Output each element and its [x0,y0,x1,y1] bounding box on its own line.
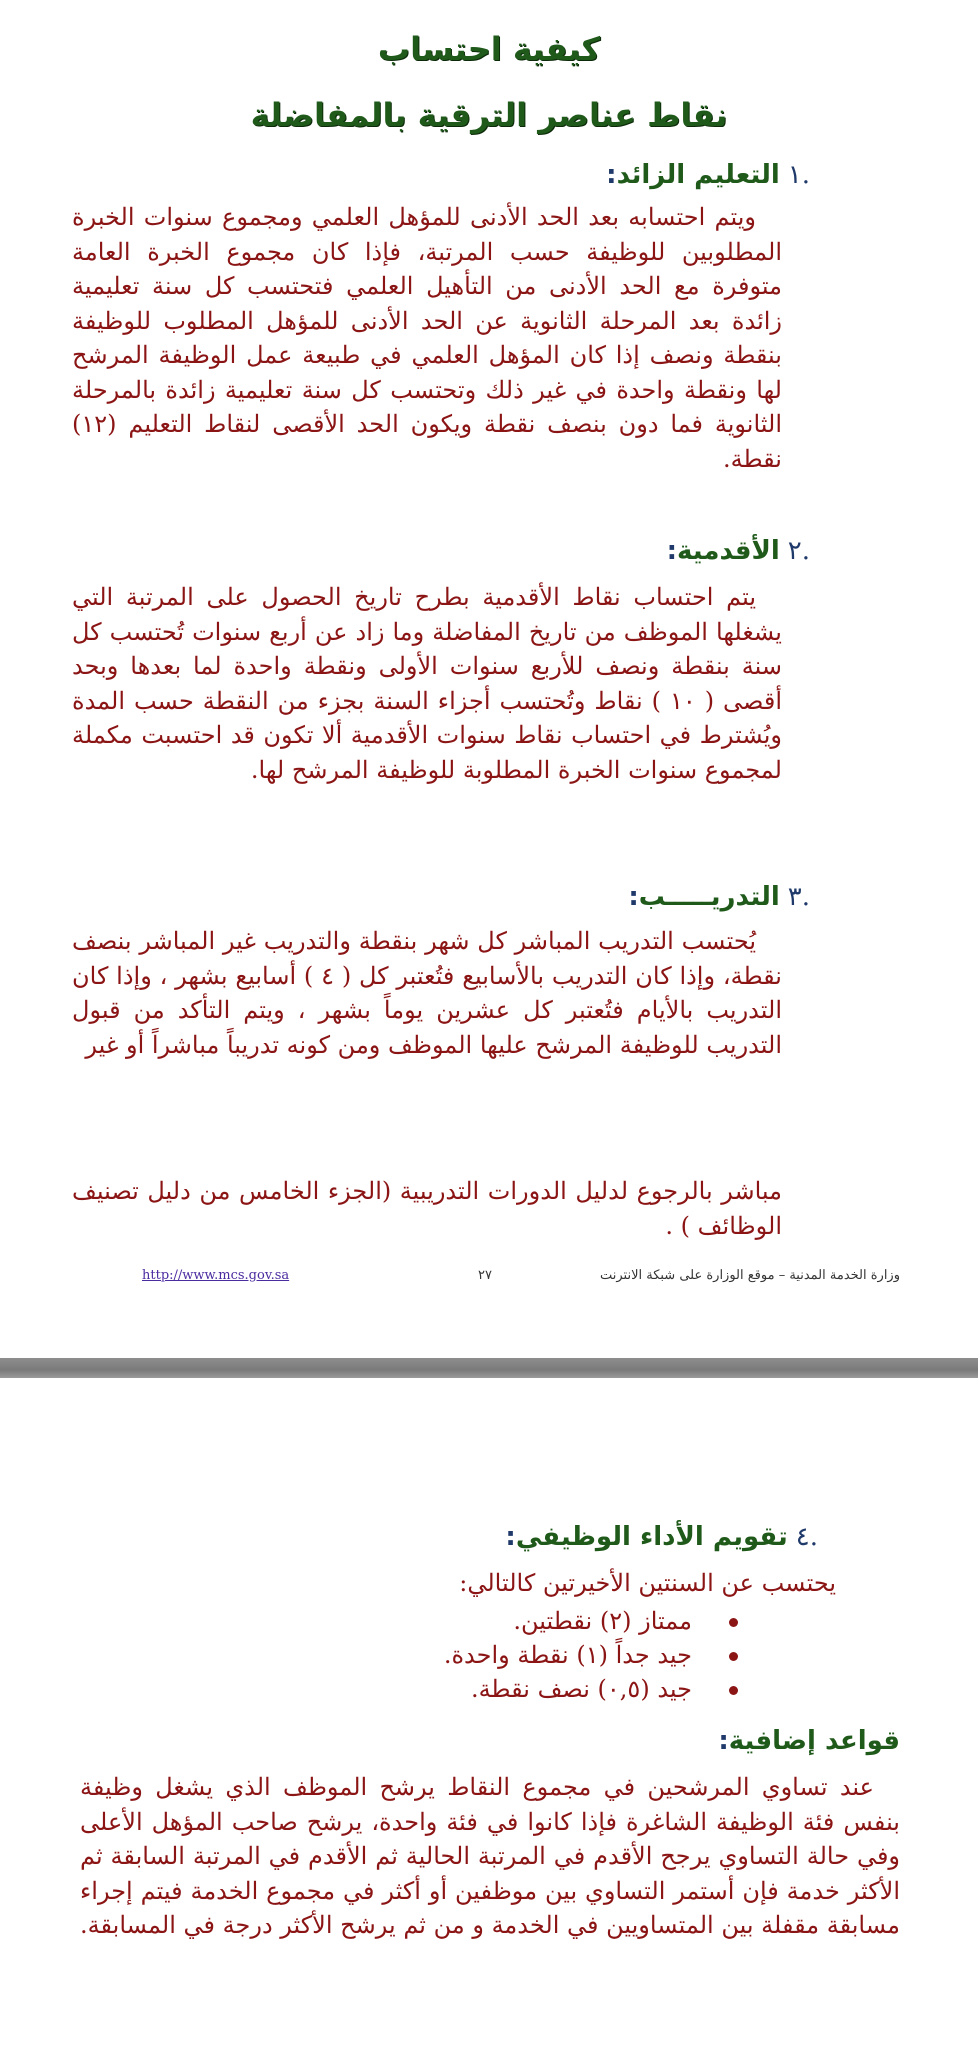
text-line: ٤ ) أسابيع بشهر ، وإذا كان التدريب بالأيام فتُعتبر كل [72,961,782,1024]
text-line: ونصف إذا كان المؤهل العلمي في طبيعة عمل الوظيفة [158,341,714,369]
page-title-line-1: كيفية احتساب [377,30,601,68]
text-line: مجموع الخبرة العامة متوفرة مع الحد الأدنى من التأهيل [72,237,782,300]
section-title: الأقدمية [676,536,780,566]
extra-rules-heading: قواعد إضافية: [718,1726,900,1756]
text-line: سنوات الخبرة المطلوبين للوظيفة حسب المرتبة، فإذا كان [72,203,782,266]
text-line: المرتبة الحالية ثم الأقدم في المرتبة السابقة ثم الأكثر خدمة فإن [80,1842,900,1905]
document-page-2 [0,1378,978,2048]
section-title: قواعد إضافية [728,1726,900,1756]
text-line: الحد الأقصى لنقاط التعليم (١٢) نقطة. [72,410,782,473]
text-line: أستمر التساوي بين موظفين أو أكثر في مجموع الخدمة فيتم إجراء [80,1876,735,1905]
text-line: الثانوية عن الحد الأدنى للمؤهل المطلوب للوظيفة بنقطة [72,306,782,369]
list-item-text: جيد (٠,٥) نصف نقطة. [470,1675,692,1703]
section-3-continuation [72,1174,782,1243]
list-item [444,1672,738,1706]
text-line: عشرين يوماً بشهر ، ويتم التأكد من قبول التدريب للوظيفة [72,996,782,1059]
text-line: أربع سنوات تُحتسب كل سنة بنقطة ونصف للأربع سنوات [72,617,782,680]
text-line: يشغل وظيفة بنفس فئة الوظيفة الشاغرة فإذا كانوا في فئة واحدة، [80,1773,900,1836]
section-3-heading: .٣التدريـــــب: [628,882,810,912]
evaluation-list [444,1604,738,1706]
text-line: يُحتسب التدريب المباشر كل شهر بنقطة والتدريب غير [222,927,756,955]
text-line: درجة في المسابقة. [80,1911,273,1939]
text-line: المرشح لها ونقطة واحدة في غير ذلك وتحتسب كل سنة [72,341,782,404]
text-line: احتسبت مكملة لمجموع سنوات الخبرة المطلوبة للوظيفة [72,721,782,784]
section-number: .٤ [795,1522,818,1552]
section-number: .١ [787,160,810,190]
page-divider [0,1358,978,1378]
section-3-body [72,924,782,1062]
text-line: الأولى ونقطة واحدة لما بعدها وبحد أقصى ( ١٠ ) نقاط [72,652,783,715]
list-item [444,1638,738,1672]
text-line: يرشح صاحب المؤهل الأعلى وفي حالة التساوي يرجح الأقدم في [80,1807,901,1870]
page-title-line-2: نقاط عناصر الترقية بالمفاضلة [250,96,728,134]
text-line: عند تساوي المرشحين في مجموع النقاط يرشح الموظف الذي [225,1773,874,1801]
text-line: ويتم احتسابه بعد الحد الأدنى للمؤهل العلمي ومجموع [222,203,756,231]
text-line: المرشح عليها الموظف ومن كونه تدريباً مباشراً أو غير [85,1030,613,1059]
text-line: يتم احتساب نقاط الأقدمية بطرح تاريخ الحصول على [206,583,756,611]
footer-website-link[interactable]: http://www.mcs.gov.sa [142,1268,290,1283]
section-2-body [72,580,782,787]
text-line: مسابقة مقفلة بين المتساويين في الخدمة و من ثم يرشح الأكثر [280,1911,900,1939]
section-title: التدريـــــب [638,882,780,912]
list-item-text: جيد جداً (١) نقطة واحدة. [443,1641,692,1669]
list-item-text: ممتاز (٢) نقطتين. [513,1607,692,1635]
text-line: المرشح لها. [250,755,369,784]
section-number: .٣ [787,882,810,912]
bullet-icon [729,1618,738,1627]
list-item [444,1604,738,1638]
section-2-heading: .٢الأقدمية: [666,536,810,566]
section-number: .٢ [787,536,810,566]
text-line: المباشر بنصف نقطة، وإذا كان التدريب بالأسابيع فتُعتبر كل ( [72,927,782,990]
section-title: تقويم الأداء الوظيفي [515,1522,788,1552]
bullet-icon [729,1652,738,1661]
text-line: المرتبة التي يشغلها الموظف من تاريخ المفاضلة وما زاد عن [72,583,782,646]
text-line: تعليمية زائدة بالمرحلة الثانوية فما دون بنصف نقطة ويكون [72,375,782,438]
section-title: التعليم الزائد [616,160,780,190]
section-1-heading: .١التعليم الزائد: [606,160,810,190]
page-number: ٢٧ [478,1268,492,1283]
text-line: مباشر بالرجوع لدليل الدورات التدريبية (الجزء الخامس من [199,1177,782,1205]
text-line: العلمي فتحتسب كل سنة تعليمية زائدة بعد المرحلة [72,272,783,335]
text-line: دليل تصنيف الوظائف ) . [72,1177,782,1240]
text-line: ويُشترط في احتساب نقاط سنوات الأقدمية ألا تكون قد [230,721,783,749]
extra-rules-body [80,1770,900,1943]
footer-ministry-text: وزارة الخدمة المدنية – موقع الوزارة على شبكة الانترنت [599,1268,900,1283]
section-4-heading: .٤تقويم الأداء الوظيفي: [505,1522,818,1552]
section-4-intro: يحتسب عن السنتين الأخيرتين كالتالي: [459,1569,836,1597]
text-line: وتُحتسب أجزاء السنة بجزء من النقطة حسب المدة [72,686,586,715]
bullet-icon [729,1686,738,1695]
section-1-body [72,200,782,476]
